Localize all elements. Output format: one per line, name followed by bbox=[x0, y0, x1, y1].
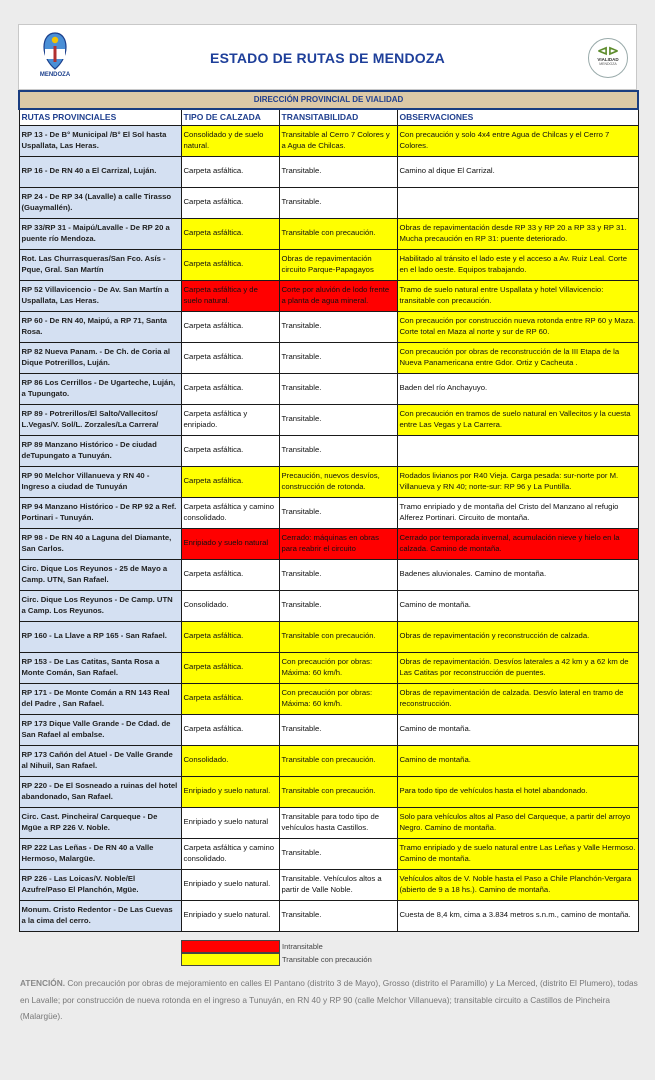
observaciones-cell: Para todo tipo de vehículos hasta el hotel abandonado. bbox=[397, 776, 638, 807]
table-row bbox=[19, 125, 638, 156]
section-title-row bbox=[19, 91, 638, 109]
calzada-cell: Carpeta asfáltica. bbox=[181, 652, 279, 683]
ruta-cell: RP 98 - De RN 40 a Laguna del Diamante, San Carlos. bbox=[19, 528, 181, 559]
table-row bbox=[19, 342, 638, 373]
ruta-cell: RP 173 Cañón del Atuel - De Valle Grande al Nihuil, San Rafael. bbox=[19, 745, 181, 776]
transitabilidad-cell: Transitable al Cerro 7 Colores y a Agua de Chilcas. bbox=[279, 125, 397, 156]
observaciones-cell: Obras de repavimentación desde RP 33 y RP 20 a RP 33 y RP 31. Mucha precaución en RP 31: puente deteriorado. bbox=[397, 218, 638, 249]
calzada-cell: Enripiado y suelo natural bbox=[181, 528, 279, 559]
observaciones-cell: Cerrado por temporada invernal, acumulación nieve y hielo en la calzada. Camino de montaña. bbox=[397, 528, 638, 559]
ruta-cell: RP 94 Manzano Histórico - De RP 92 a Ref. Portinari - Tunuyán. bbox=[19, 497, 181, 528]
page-title: ESTADO DE RUTAS DE MENDOZA bbox=[210, 50, 445, 66]
calzada-cell: Carpeta asfáltica. bbox=[181, 621, 279, 652]
transitabilidad-cell: Transitable con precaución. bbox=[279, 621, 397, 652]
ruta-cell: RP 86 Los Cerrillos - De Ugarteche, Luján, a Tupungato. bbox=[19, 373, 181, 404]
transitabilidad-cell: Transitable. bbox=[279, 900, 397, 931]
table-row bbox=[19, 187, 638, 218]
transitabilidad-cell: Transitable. bbox=[279, 838, 397, 869]
column-header-observaciones: OBSERVACIONES bbox=[397, 109, 638, 125]
ruta-cell: Circ. Dique Los Reyunos - 25 de Mayo a Camp. UTN, San Rafael. bbox=[19, 559, 181, 590]
observaciones-cell: Con precaución en tramos de suelo natural en Vallecitos y la cuesta entre Las Vegas y La Carrera. bbox=[397, 404, 638, 435]
transitabilidad-cell: Transitable. bbox=[279, 156, 397, 187]
observaciones-cell: Habilitado al tránsito el lado este y el acceso a Av. Ruiz Leal. Corte en el lado oeste. Equipos trabajando. bbox=[397, 249, 638, 280]
calzada-cell: Consolidado. bbox=[181, 745, 279, 776]
observaciones-cell: Obras de repavimentación de calzada. Desvío lateral en tramo de reconstrucción. bbox=[397, 683, 638, 714]
calzada-cell: Carpeta asfáltica. bbox=[181, 683, 279, 714]
calzada-cell: Enripiado y suelo natural. bbox=[181, 900, 279, 931]
ruta-cell: RP 89 - Potrerillos/El Salto/Vallecitos/ L.Vegas/V. Sol/L. Zorzales/La Carrera/ bbox=[19, 404, 181, 435]
calzada-cell: Carpeta asfáltica. bbox=[181, 342, 279, 373]
observaciones-cell: Baden del río Anchayuyo. bbox=[397, 373, 638, 404]
table-row bbox=[19, 311, 638, 342]
attention-text: Con precaución por obras de mejoramiento en calles El Pantano (distrito 3 de Mayo), Grosso (distrito el Paramillo) y La Merced, (distrito El Plumero), todas en Lavalle; por construcción de nueva rotonda en el ingreso a Tunuyán, en RN 40 y RP 90 (calle Melchor Villanueva); transitable circuito a Castillos de Pincheira (Malargüe). bbox=[20, 978, 638, 1021]
calzada-cell: Carpeta asfáltica y camino consolidado. bbox=[181, 838, 279, 869]
legend-label-red: Intransitable bbox=[282, 941, 323, 951]
observaciones-cell: Vehículos altos de V. Noble hasta el Paso a Chile Planchón-Vergara (abierto de 9 a 18 hs.). Camino de montaña. bbox=[397, 869, 638, 900]
ruta-cell: RP 82 Nueva Panam. - De Ch. de Coria al Dique Potrerillos, Luján. bbox=[19, 342, 181, 373]
transitabilidad-cell: Corte por aluvión de lodo frente a planta de agua mineral. bbox=[279, 280, 397, 311]
legend-label-yellow: Transitable con precaución bbox=[282, 954, 372, 964]
transitabilidad-cell: Cerrado: máquinas en obras para reabrir el circuito bbox=[279, 528, 397, 559]
column-header-rutas: RUTAS PROVINCIALES bbox=[19, 109, 181, 125]
routes-table bbox=[18, 90, 639, 932]
ruta-cell: RP 173 Dique Valle Grande - De Cdad. de San Rafael al embalse. bbox=[19, 714, 181, 745]
calzada-cell: Carpeta asfáltica. bbox=[181, 466, 279, 497]
observaciones-cell: Solo para vehículos altos al Paso del Carqueque, a partir del arroyo Negro. Camino de montaña. bbox=[397, 807, 638, 838]
transitabilidad-cell: Transitable. bbox=[279, 590, 397, 621]
observaciones-cell: Tramo enripiado y de suelo natural entre Las Leñas y Valle Hermoso. Camino de montaña. bbox=[397, 838, 638, 869]
table-row bbox=[19, 714, 638, 745]
observaciones-cell: Con precaución por construcción nueva rotonda entre RP 60 y Maza. Corte total en Maza al norte y sur de RP 60. bbox=[397, 311, 638, 342]
ruta-cell: Circ. Cast. Pincheira/ Carqueque - De Mgüe a RP 226 V. Noble. bbox=[19, 807, 181, 838]
calzada-cell: Enripiado y suelo natural. bbox=[181, 776, 279, 807]
observaciones-cell: Badenes aluvionales. Camino de montaña. bbox=[397, 559, 638, 590]
transitabilidad-cell: Con precaución por obras: Máxima: 60 km/h. bbox=[279, 683, 397, 714]
transitabilidad-cell: Transitable con precaución. bbox=[279, 218, 397, 249]
observaciones-cell: Obras de repavimentación. Desvíos laterales a 42 km y a 62 km de Las Catitas por reconstrucción de puentes. bbox=[397, 652, 638, 683]
table-row bbox=[19, 156, 638, 187]
legend bbox=[181, 940, 637, 966]
table-row bbox=[19, 373, 638, 404]
legend-swatch-red bbox=[181, 940, 280, 953]
ruta-cell: Circ. Dique Los Reyunos - De Camp. UTN a Camp. Los Reyunos. bbox=[19, 590, 181, 621]
calzada-cell: Carpeta asfáltica y de suelo natural. bbox=[181, 280, 279, 311]
transitabilidad-cell: Transitable. bbox=[279, 559, 397, 590]
table-row bbox=[19, 559, 638, 590]
ruta-cell: RP 52 Villavicencio - De Av. San Martín a Uspallata, Las Heras. bbox=[19, 280, 181, 311]
transitabilidad-cell: Transitable. bbox=[279, 497, 397, 528]
calzada-cell: Carpeta asfáltica. bbox=[181, 218, 279, 249]
calzada-cell: Carpeta asfáltica y camino consolidado. bbox=[181, 497, 279, 528]
calzada-cell: Carpeta asfáltica. bbox=[181, 714, 279, 745]
ruta-cell: RP 13 - De B° Municipal /B° El Sol hasta Uspallata, Las Heras. bbox=[19, 125, 181, 156]
vialidad-logo-subcaption: MENDOZA bbox=[599, 62, 617, 66]
table-row bbox=[19, 404, 638, 435]
calzada-cell: Carpeta asfáltica y enripiado. bbox=[181, 404, 279, 435]
attention-note bbox=[20, 975, 640, 1025]
transitabilidad-cell: Transitable. bbox=[279, 187, 397, 218]
mendoza-logo-caption: MENDOZA bbox=[39, 72, 71, 78]
calzada-cell: Carpeta asfáltica. bbox=[181, 187, 279, 218]
ruta-cell: Monum. Cristo Redentor - De Las Cuevas a la cima del cerro. bbox=[19, 900, 181, 931]
ruta-cell: RP 171 - De Monte Comán a RN 143 Real del Padre , San Rafael. bbox=[19, 683, 181, 714]
transitabilidad-cell: Transitable. bbox=[279, 404, 397, 435]
transitabilidad-cell: Transitable con precaución. bbox=[279, 745, 397, 776]
legend-item-intransitable bbox=[181, 940, 637, 953]
transitabilidad-cell: Transitable. bbox=[279, 373, 397, 404]
report-header bbox=[18, 24, 637, 90]
table-row bbox=[19, 249, 638, 280]
ruta-cell: RP 160 - La Llave a RP 165 - San Rafael. bbox=[19, 621, 181, 652]
section-title: DIRECCIÓN PROVINCIAL DE VIALIDAD bbox=[19, 91, 638, 109]
transitabilidad-cell: Transitable para todo tipo de vehículos hasta Castillos. bbox=[279, 807, 397, 838]
table-row bbox=[19, 621, 638, 652]
transitabilidad-cell: Transitable. Vehículos altos a partir de Valle Noble. bbox=[279, 869, 397, 900]
calzada-cell: Carpeta asfáltica. bbox=[181, 249, 279, 280]
ruta-cell: RP 24 - De RP 34 (Lavalle) a calle Tirasso (Guaymallén). bbox=[19, 187, 181, 218]
column-header-calzada: TIPO DE CALZADA bbox=[181, 109, 279, 125]
calzada-cell: Consolidado y de suelo natural. bbox=[181, 125, 279, 156]
transitabilidad-cell: Transitable con precaución. bbox=[279, 776, 397, 807]
table-row bbox=[19, 218, 638, 249]
transitabilidad-cell: Obras de repavimentación circuito Parque-Papagayos bbox=[279, 249, 397, 280]
table-row bbox=[19, 776, 638, 807]
observaciones-cell: Tramo de suelo natural entre Uspallata y hotel Villavicencio: transitable con precaución. bbox=[397, 280, 638, 311]
observaciones-cell: Con precaución por obras de reconstrucción de la III Etapa de la Nueva Panamericana entre Gdor. Ortiz y Cacheuta . bbox=[397, 342, 638, 373]
vialidad-logo bbox=[588, 38, 628, 78]
ruta-cell: RP 226 - Las Loicas/V. Noble/El Azufre/Paso El Planchón, Mgüe. bbox=[19, 869, 181, 900]
ruta-cell: RP 222 Las Leñas - De RN 40 a Valle Hermoso, Malargüe. bbox=[19, 838, 181, 869]
observaciones-cell: Camino de montaña. bbox=[397, 714, 638, 745]
observaciones-cell: Obras de repavimentación y reconstrucción de calzada. bbox=[397, 621, 638, 652]
ruta-cell: RP 60 - De RN 40, Maipú, a RP 71, Santa Rosa. bbox=[19, 311, 181, 342]
table-row bbox=[19, 683, 638, 714]
observaciones-cell: Camino al dique El Carrizal. bbox=[397, 156, 638, 187]
calzada-cell: Carpeta asfáltica. bbox=[181, 311, 279, 342]
table-row bbox=[19, 528, 638, 559]
ruta-cell: RP 90 Melchor Villanueva y RN 40 - Ingreso a ciudad de Tunuyán bbox=[19, 466, 181, 497]
observaciones-cell: Rodados livianos por R40 Vieja. Carga pesada: sur-norte por M. Villanueva y RN 40; norte-sur: RP 96 y La Puntilla. bbox=[397, 466, 638, 497]
calzada-cell: Enripiado y suelo natural. bbox=[181, 869, 279, 900]
transitabilidad-cell: Transitable. bbox=[279, 342, 397, 373]
table-row bbox=[19, 497, 638, 528]
attention-lead: ATENCIÓN. bbox=[20, 978, 66, 988]
ruta-cell: Rot. Las Churrasqueras/San Fco. Asís - Pque, Gral. San Martín bbox=[19, 249, 181, 280]
table-row bbox=[19, 280, 638, 311]
ruta-cell: RP 220 - De El Sosneado a ruinas del hotel abandonado, San Rafael. bbox=[19, 776, 181, 807]
legend-item-precaucion bbox=[181, 953, 637, 966]
legend-swatch-yellow bbox=[181, 953, 280, 966]
vialidad-mark-icon: ⊲⊳ bbox=[597, 43, 619, 58]
table-row bbox=[19, 590, 638, 621]
calzada-cell: Carpeta asfáltica. bbox=[181, 156, 279, 187]
observaciones-cell: Camino de montaña. bbox=[397, 590, 638, 621]
observaciones-cell bbox=[397, 187, 638, 218]
transitabilidad-cell: Transitable. bbox=[279, 311, 397, 342]
observaciones-cell bbox=[397, 435, 638, 466]
calzada-cell: Carpeta asfáltica. bbox=[181, 373, 279, 404]
table-row bbox=[19, 838, 638, 869]
calzada-cell: Consolidado. bbox=[181, 590, 279, 621]
calzada-cell: Carpeta asfáltica. bbox=[181, 435, 279, 466]
table-row bbox=[19, 652, 638, 683]
table-row bbox=[19, 435, 638, 466]
transitabilidad-cell: Transitable. bbox=[279, 714, 397, 745]
transitabilidad-cell: Precaución, nuevos desvíos, construcción de rotonda. bbox=[279, 466, 397, 497]
table-row bbox=[19, 807, 638, 838]
transitabilidad-cell: Transitable. bbox=[279, 435, 397, 466]
vialidad-logo-caption: VIALIDAD bbox=[597, 57, 619, 62]
transitabilidad-cell: Con precaución por obras: Máxima: 60 km/h. bbox=[279, 652, 397, 683]
ruta-cell: RP 16 - De RN 40 a El Carrizal, Luján. bbox=[19, 156, 181, 187]
calzada-cell: Enripiado y suelo natural bbox=[181, 807, 279, 838]
calzada-cell: Carpeta asfáltica. bbox=[181, 559, 279, 590]
road-status-sheet bbox=[18, 24, 637, 966]
observaciones-cell: Tramo enripiado y de montaña del Cristo del Manzano al refugio Alferez Portinari. Circuito de montaña. bbox=[397, 497, 638, 528]
ruta-cell: RP 89 Manzano Histórico - De ciudad deTupungato a Tunuyán. bbox=[19, 435, 181, 466]
table-row bbox=[19, 900, 638, 931]
table-row bbox=[19, 745, 638, 776]
table-row bbox=[19, 466, 638, 497]
observaciones-cell: Con precaución y solo 4x4 entre Agua de Chilcas y el Cerro 7 Colores. bbox=[397, 125, 638, 156]
ruta-cell: RP 33/RP 31 - Maipú/Lavalle - De RP 20 a puente río Mendoza. bbox=[19, 218, 181, 249]
column-header-row bbox=[19, 109, 638, 125]
observaciones-cell: Camino de montaña. bbox=[397, 745, 638, 776]
ruta-cell: RP 153 - De Las Catitas, Santa Rosa a Monte Comán, San Rafael. bbox=[19, 652, 181, 683]
observaciones-cell: Cuesta de 8,4 km, cima a 3.834 metros s.n.m., camino de montaña. bbox=[397, 900, 638, 931]
column-header-transitabilidad: TRANSITABILIDAD bbox=[279, 109, 397, 125]
table-row bbox=[19, 869, 638, 900]
